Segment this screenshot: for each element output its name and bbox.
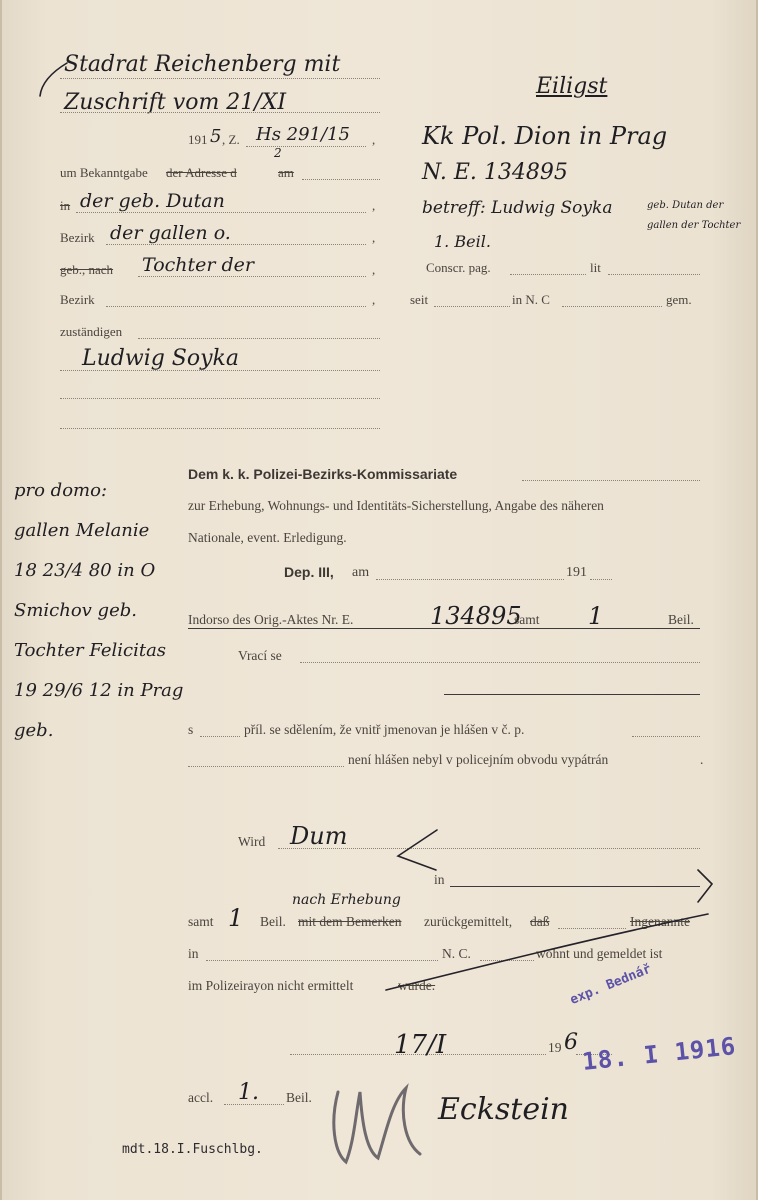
hw-z-sub: 2: [274, 146, 282, 160]
accl-beil: Beil.: [286, 1090, 312, 1105]
hw-insert: nach Erhebung: [292, 892, 401, 908]
beil-label: Beil.: [668, 612, 694, 627]
rule-line: [188, 628, 700, 629]
hw-ref: N. E. 134895: [422, 160, 568, 185]
main-heading: Dem k. k. Polizei-Bezirks-Kommissariate: [188, 466, 458, 482]
hw-date: 17/I: [394, 1030, 447, 1060]
exp-stamp: exp. Bednář: [568, 961, 654, 1008]
nc-label: N. C.: [442, 946, 471, 961]
pril-text: příl. se sdělením, že vnitř jmenovan je hlášen v č. p.: [244, 722, 525, 737]
wird-label: Wird: [238, 834, 266, 849]
geb-nach-label: geb., nach: [60, 262, 114, 277]
hw-geb-value: Tochter der: [142, 254, 255, 276]
pro-domo-notes: [14, 480, 183, 760]
dep-am: am: [352, 565, 370, 580]
hw-indorso-number: 134895: [430, 602, 522, 630]
dotted-line: [632, 736, 700, 737]
dotted-line: [434, 306, 510, 307]
dotted-line: [608, 274, 700, 275]
dotted-line: [76, 212, 366, 213]
hw-subject: betreff: Ludwig Soyka: [422, 198, 613, 218]
hw-addressee: Stadrat Reichenberg mit: [64, 52, 341, 77]
dotted-line: [106, 244, 366, 245]
bracket-mark: [392, 826, 442, 876]
dotted-line: [522, 480, 700, 481]
dep-year: 191: [566, 565, 587, 580]
bezirk-label: Bezirk: [60, 230, 95, 245]
hw-signature: Eckstein: [438, 1092, 570, 1127]
in-label: in: [60, 198, 71, 213]
dotted-line: [60, 78, 380, 79]
period: .: [700, 752, 704, 767]
hw-samt-count: 1: [588, 602, 604, 630]
vraci-label: Vrací se: [238, 648, 282, 663]
samt-label: samt: [514, 612, 540, 627]
dotted-line: [510, 274, 586, 275]
pro-domo-line: gallen Melanie: [14, 520, 150, 541]
typed-note: mdt.18.I.Fuschlbg.: [122, 1142, 263, 1157]
rule-line: [450, 886, 700, 887]
seit-label: seit: [410, 292, 429, 307]
wohnt-text: wohnt und gemeldet ist: [536, 946, 663, 961]
dass-struck: daß: [530, 914, 550, 929]
nationale-line: Nationale, event. Erledigung.: [188, 530, 347, 545]
dotted-line: [60, 112, 380, 113]
dotted-line: [60, 370, 380, 371]
dotted-line: [138, 276, 366, 277]
strike-stroke: [382, 906, 712, 996]
bekanntgabe-struck: der Adresse d: [166, 165, 237, 180]
zuruckgemittelt: zurückgemittelt,: [424, 914, 513, 929]
date-stamp: 18. I 1916: [580, 1032, 738, 1076]
dep-label: Dep. III,: [284, 564, 334, 580]
polizeirayon-text: im Polizeirayon nicht ermittelt: [188, 978, 354, 993]
in-nc-label: in N. C: [512, 292, 550, 307]
in3-label: in: [188, 946, 199, 961]
samt2-label: samt: [188, 914, 214, 929]
comma: ,: [372, 262, 376, 277]
hw-accl-count: 1.: [238, 1080, 259, 1105]
dotted-line: [302, 179, 380, 180]
dotted-line: [376, 579, 564, 580]
dotted-line: [60, 428, 380, 429]
year-prefix: 191: [188, 132, 208, 147]
dotted-line: [246, 146, 366, 147]
dotted-line: [590, 579, 612, 580]
comma: ,: [372, 230, 376, 245]
hw-in-value: der geb. Dutan: [80, 190, 225, 212]
dotted-line: [224, 1104, 284, 1105]
hw-person: Ludwig Soyka: [82, 346, 239, 371]
comma: ,: [372, 198, 376, 213]
dotted-line: [200, 736, 240, 737]
dotted-line: [188, 766, 344, 767]
lit-label: lit: [590, 260, 601, 275]
dotted-line: [562, 306, 662, 307]
s-label: s: [188, 722, 194, 737]
hw-subject-note: geb. Dutan der gallen der Tochter: [647, 200, 741, 231]
bekanntgabe-label: um Bekanntgabe: [60, 165, 148, 180]
dotted-line: [278, 848, 700, 849]
hw-police: Kk Pol. Dion in Prag: [422, 122, 668, 150]
pro-domo-line: 19 29/6 12 in Prag: [14, 680, 184, 701]
hw-bezirk-value: der gallen o.: [110, 222, 231, 244]
hw-eiligst: Eiligst: [536, 74, 608, 99]
z-label: , Z.: [222, 132, 240, 147]
pro-domo-line: Tochter Felicitas: [14, 640, 167, 661]
hw-wird-value: Dum: [290, 822, 348, 850]
pro-domo-line: pro domo:: [14, 480, 108, 501]
comma: ,: [372, 292, 376, 307]
ingenannte-struck: Ingenannte: [630, 914, 690, 929]
erhebung-line: zur Erhebung, Wohnungs- und Identitäts-Sicherstellung, Angabe des näheren: [188, 498, 604, 513]
rule-line: [444, 694, 700, 695]
bracket-mark: [692, 866, 722, 906]
wurde-struck: wurde.: [398, 978, 436, 993]
hw-z-number: Hs 291/15: [256, 124, 350, 145]
conscr-label: Conscr. pag.: [426, 260, 491, 275]
hw-year2-digit: 6: [564, 1030, 578, 1055]
hw-beil: 1. Beil.: [434, 232, 491, 251]
hw-zuschrift: Zuschrift vom 21/XI: [64, 90, 287, 115]
comma: ,: [372, 132, 376, 147]
pencil-scribble: [320, 1062, 430, 1172]
pro-domo-line: geb.: [14, 720, 54, 741]
hw-year-digit: 5: [210, 126, 222, 147]
dotted-line: [60, 398, 380, 399]
in-label2: in: [434, 872, 445, 887]
pro-domo-line: Smichov geb.: [14, 600, 137, 621]
pro-domo-line: 18 23/4 80 in O: [14, 560, 156, 581]
mit-dem-struck: mit dem Bemerken: [298, 914, 402, 929]
dotted-line: [106, 306, 366, 307]
zustandigen-label: zuständigen: [60, 324, 123, 339]
indorso-label: Indorso des Orig.-Aktes Nr. E.: [188, 612, 354, 627]
accl-label: accl.: [188, 1090, 214, 1105]
year2-prefix: 19: [548, 1040, 562, 1055]
dotted-line: [138, 338, 380, 339]
am-struck: am: [278, 165, 294, 180]
neni-text: není hlášen nebyl v policejním obvodu vypátrán: [348, 752, 609, 767]
bezirk2-label: Bezirk: [60, 292, 95, 307]
beil2-label: Beil.: [260, 914, 286, 929]
gem-label: gem.: [666, 292, 692, 307]
dotted-line: [300, 662, 700, 663]
hw-samt2-count: 1: [228, 904, 244, 932]
